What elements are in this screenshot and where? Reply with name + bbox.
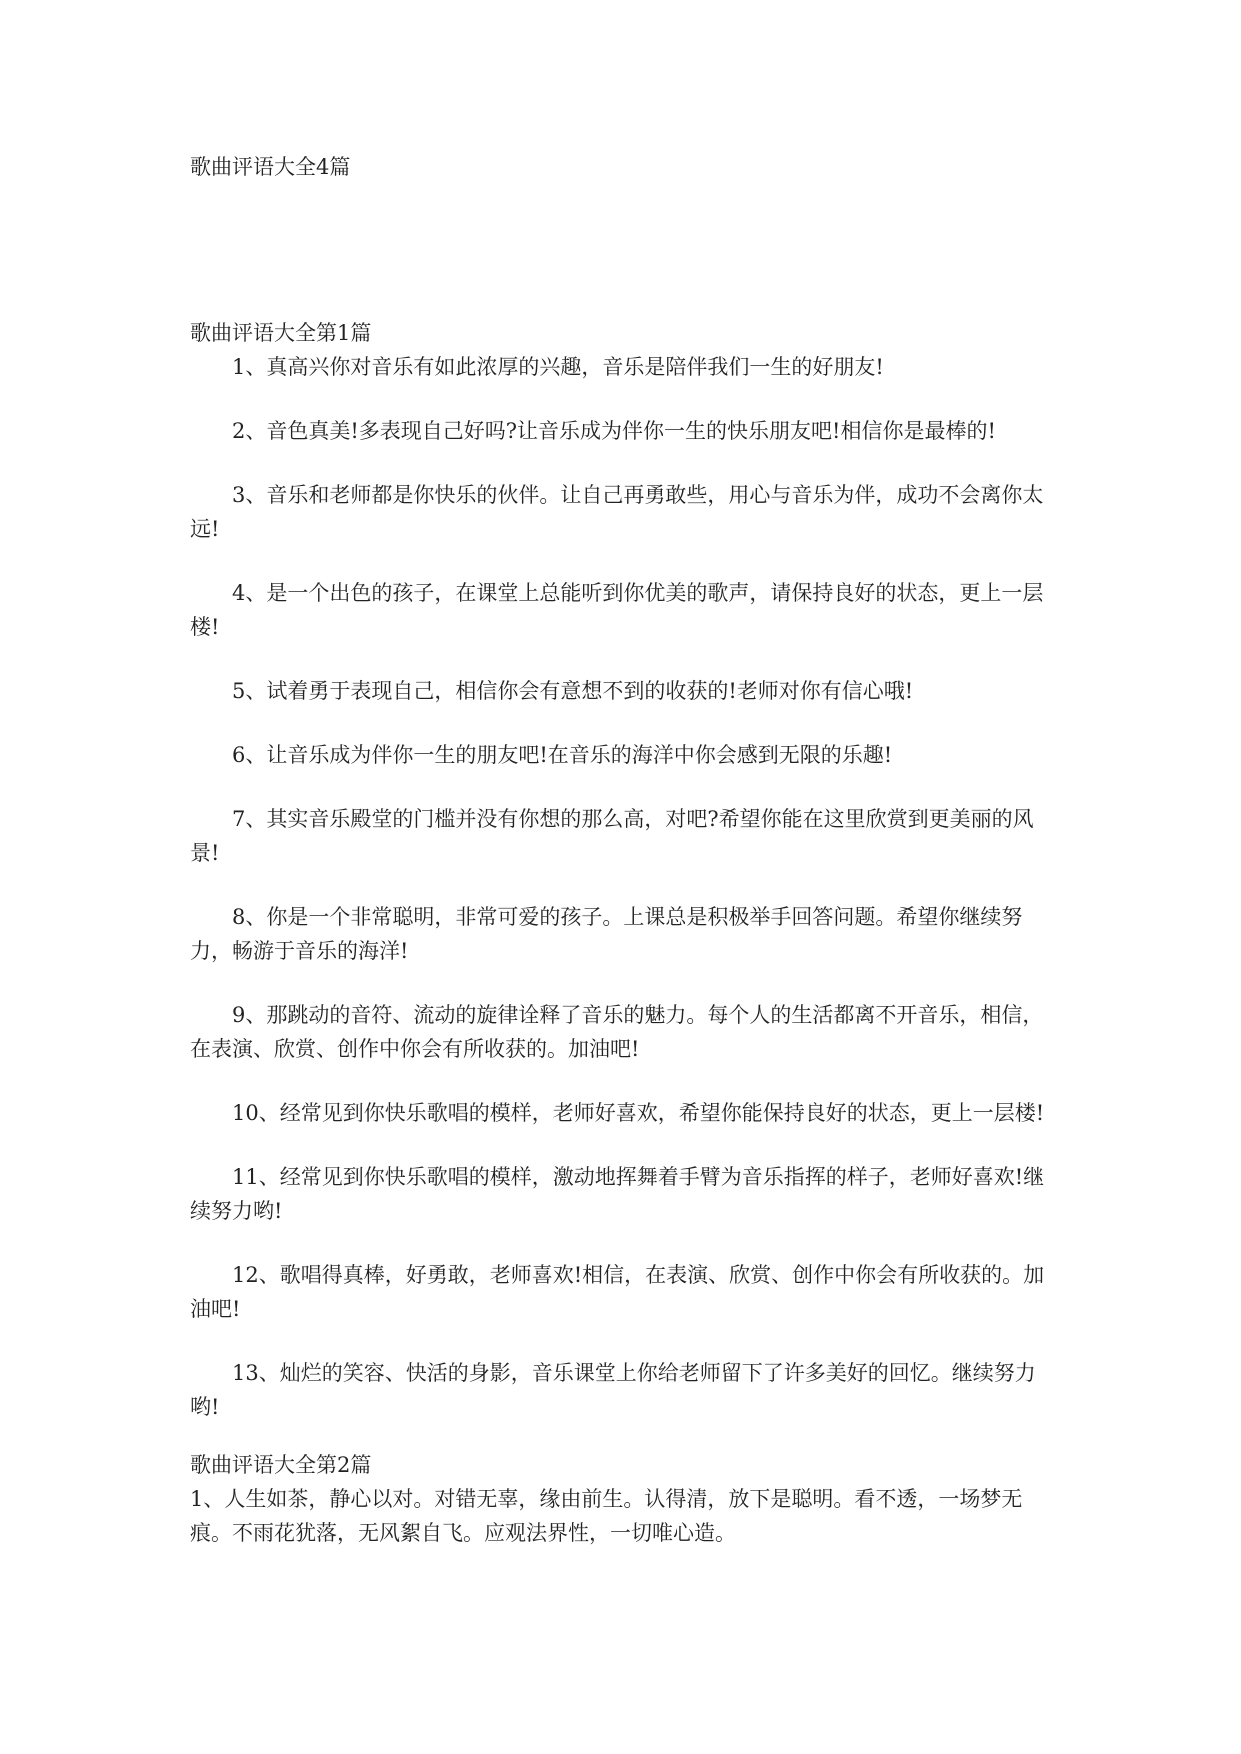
comment-item-13: 13、灿烂的笑容、快活的身影，音乐课堂上你给老师留下了许多美好的回忆。继续努力哟! <box>190 1361 1036 1419</box>
comment-item-12: 12、歌唱得真棒，好勇敢，老师喜欢!相信，在表演、欣赏、创作中你会有所收获的。加油吧! <box>190 1263 1045 1321</box>
comment-item-10: 10、经常见到你快乐歌唱的模样，老师好喜欢，希望你能保持良好的状态，更上一层楼! <box>232 1101 1045 1125</box>
comment-item-3: 3、音乐和老师都是你快乐的伙伴。让自己再勇敢些，用心与音乐为伴，成功不会离你太远! <box>190 483 1044 541</box>
section-heading-1: 歌曲评语大全第1篇 <box>190 321 372 345</box>
comment-item-9: 9、那跳动的音符、流动的旋律诠释了音乐的魅力。每个人的生活都离不开音乐，相信，在表演、欣赏、创作中你会有所收获的。加油吧! <box>190 1003 1044 1061</box>
comment-item-6: 6、让音乐成为伴你一生的朋友吧!在音乐的海洋中你会感到无限的乐趣! <box>232 743 893 767</box>
comment-item-11: 11、经常见到你快乐歌唱的模样，激动地挥舞着手臂为音乐指挥的样子，老师好喜欢!继续努力哟! <box>190 1165 1045 1223</box>
document-title: 歌曲评语大全4篇 <box>190 155 351 179</box>
comment-item-8: 8、你是一个非常聪明，非常可爱的孩子。上课总是积极举手回答问题。希望你继续努力，畅游于音乐的海洋! <box>190 905 1023 963</box>
comment-item-2: 2、音色真美!多表现自己好吗?让音乐成为伴你一生的快乐朋友吧!相信你是最棒的! <box>232 419 996 443</box>
comment-item-1: 1、真高兴你对音乐有如此浓厚的兴趣，音乐是陪伴我们一生的好朋友! <box>232 355 884 379</box>
section2-item-1: 1、人生如茶，静心以对。对错无辜，缘由前生。认得清，放下是聪明。看不透，一场梦无痕。不雨花犹落，无风絮自飞。应观法界性，一切唯心造。 <box>190 1487 1023 1545</box>
section-heading-2: 歌曲评语大全第2篇 <box>190 1453 372 1477</box>
comment-item-4: 4、是一个出色的孩子，在课堂上总能听到你优美的歌声，请保持良好的状态，更上一层楼! <box>190 581 1044 639</box>
comment-item-5: 5、试着勇于表现自己，相信你会有意想不到的收获的!老师对你有信心哦! <box>232 679 914 703</box>
comment-item-7: 7、其实音乐殿堂的门槛并没有你想的那么高，对吧?希望你能在这里欣赏到更美丽的风景! <box>190 807 1034 865</box>
document-body <box>190 316 1062 1550</box>
